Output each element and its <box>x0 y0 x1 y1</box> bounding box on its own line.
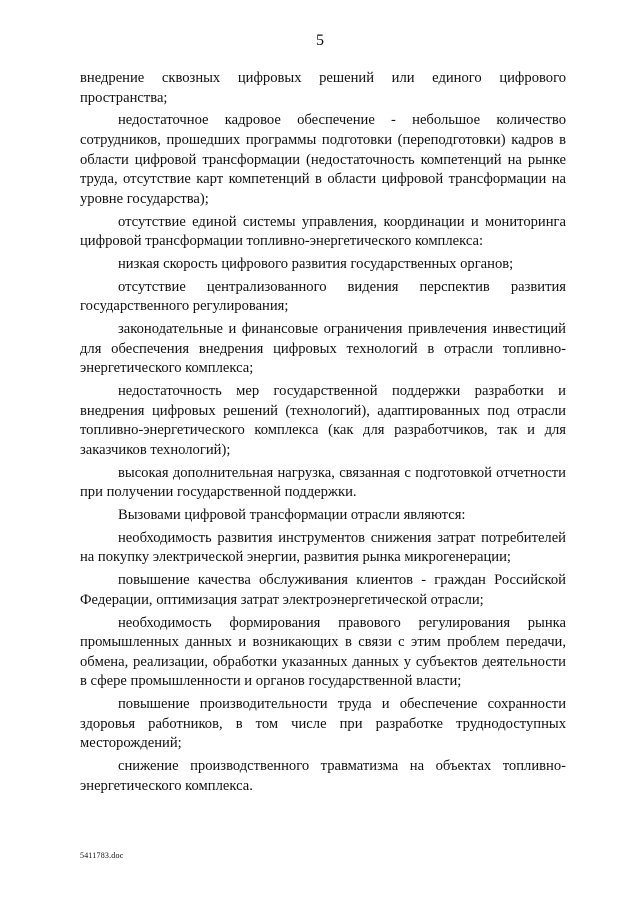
document-file-code: 5411783.doc <box>80 851 124 860</box>
paragraph-insufficient-support: недостаточность мер государственной поддержки разработки и внедрения цифровых решений (технологий), адаптированных под отрасли топливно-энергетического комплекса (как для разработчиков, так и для заказчиков технологий); <box>80 383 566 458</box>
paragraph-low-digital-speed: низкая скорость цифрового развития государственных органов; <box>118 255 514 272</box>
paragraph-staffing-shortage: недостаточное кадровое обеспечение - небольшое количество сотрудников, прошедших программы подготовки (переподготовки) кадров в области цифровой трансформации (недостаточность компетенций на рынке труда, отсутствие карт компетенций в области цифровой трансформации на уровне государства); <box>80 112 566 207</box>
paragraph-no-centralized-vision: отсутствие централизованного видения перспектив развития государственного регулирования; <box>80 278 566 315</box>
paragraph-no-management-system: отсутствие единой системы управления, координации и мониторинга цифровой трансформации топливно-энергетического комплекса: <box>80 213 566 250</box>
paragraph-digital-space: внедрение сквозных цифровых решений или единого цифрового пространства; <box>80 70 566 106</box>
paragraph-productivity: повышение производительности труда и обеспечение сохранности здоровья работников, в том числе при разработке труднодоступных месторождений; <box>80 696 566 752</box>
paragraph-reduce-costs: необходимость развития инструментов снижения затрат потребителей на покупку электрической энергии, развития рынка микрогенерации; <box>80 529 566 566</box>
paragraph-legal-financial-limits: законодательные и финансовые ограничения привлечения инвестиций для обеспечения внедрения цифровых технологий в отрасли топливно-энергетического комплекса; <box>80 321 566 377</box>
paragraph-data-regulation: необходимость формирования правового регулирования рынка промышленных данных и возникающих в связи с этим проблем передачи, обмена, реализации, обработки указанных данных у субъектов деятельности в сфере промышленности и органов государственной власти; <box>80 614 566 690</box>
paragraph-reporting-burden: высокая дополнительная нагрузка, связанная с подготовкой отчетности при получении государственной поддержки. <box>80 464 566 501</box>
paragraph-service-quality: повышение качества обслуживания клиентов - граждан Российской Федерации, оптимизация затрат электроэнергетической отрасли; <box>80 572 566 608</box>
page-number: 5 <box>316 32 324 49</box>
document-body <box>80 69 566 799</box>
paragraph-injury-reduction: снижение производственного травматизма на объектах топливно-энергетического комплекса. <box>80 758 566 794</box>
paragraph-challenges-heading: Вызовами цифровой трансформации отрасли являются: <box>118 506 466 523</box>
